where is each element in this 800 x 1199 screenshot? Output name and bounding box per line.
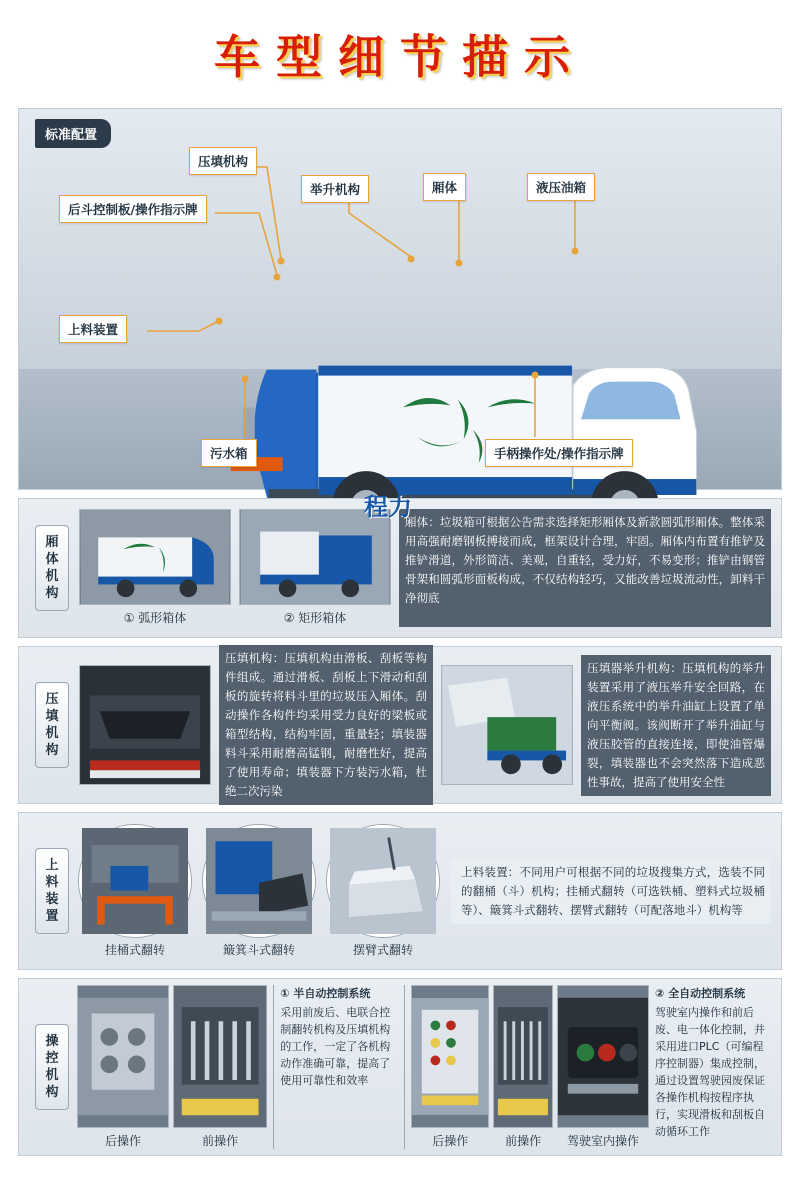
callout-compaction-mechanism: 压填机构 (189, 147, 257, 175)
photo-scoop-lift-wrap (203, 825, 315, 958)
text-full-auto: 驾驶室内操作和前后废、电一体化控制，并采用进口PLC（可编程序控制器）集成控制，通过设置驾驶园废保证各操作机构按程序执行，实现滑板和刮板自动循环工作 (655, 1006, 765, 1138)
text-semi-auto: 采用前废后、电联合控制翻转机构及压填机构的工作，一定了各机构动作准确可靠，提高了使用可靠性和效率 (280, 1006, 391, 1087)
text-compaction-right: 压填器举升机构：压填机构的举升装置采用了液压举升安全回路，在液压系统中的举升油缸上设置了单向平衡阀。该阀断开了举升油缸与液压胶管的直接连接，即使油管爆裂，填装器也不会突然落下造成恶性事故，提高了使用安全性 (581, 655, 771, 796)
caption-swing-arm: 摆臂式翻转 (352, 942, 413, 957)
standard-config-badge: 标准配置 (35, 119, 111, 148)
section-label-compaction: 压填机构 (35, 682, 69, 768)
photo-full-front-op (493, 985, 553, 1128)
photo-swing-arm-wrap (327, 825, 439, 958)
caption-bin-lift: 挂桶式翻转 (104, 942, 165, 957)
photo-bin-lift (79, 825, 191, 937)
caption-scoop-lift: 簸箕斗式翻转 (222, 942, 295, 957)
caption-full-front-op: 前操作 (505, 1134, 542, 1148)
caption-rect-body: ② 矩形箱体 (283, 611, 347, 625)
section-compaction (18, 646, 782, 804)
callout-box-body: 厢体 (423, 173, 466, 201)
truck-brand-text: 程力 (364, 493, 412, 521)
page-title: 车型细节描示 (214, 30, 586, 84)
page-title-bar (0, 0, 800, 108)
section-control (18, 978, 782, 1156)
callout-lifting-mechanism: 举升机构 (301, 175, 369, 203)
section-label-box-body: 厢体机构 (35, 525, 69, 611)
caption-full-rear-op: 后操作 (432, 1134, 469, 1148)
caption-cab-op: 驾驶室内操作 (566, 1134, 639, 1148)
photo-swing-arm (327, 825, 439, 937)
callout-handle-operation: 手柄操作处/操作指示牌 (485, 439, 633, 467)
photo-scoop-lift (203, 825, 315, 937)
control-full-auto-text-wrap (655, 985, 773, 1149)
heading-semi-auto: ① 半自动控制系统 (280, 987, 371, 1000)
control-semi-auto-text-wrap (280, 985, 398, 1149)
text-loading-device: 上料装置：不同用户可根据不同的垃圾搜集方式，选装不同的翻桶（斗）机构；挂桶式翻转（可选铁桶、塑料式垃圾桶等）、簸箕斗式翻转、摆臂式翻转（可配落地斗）机构等 (451, 859, 771, 924)
photo-rect-body (239, 509, 391, 605)
section-label-control: 操控机构 (35, 1024, 69, 1110)
callout-sewage-tank: 污水箱 (201, 439, 257, 467)
photo-cab-op (557, 985, 649, 1128)
photo-compaction-interior (79, 665, 211, 785)
control-full-auto (404, 985, 649, 1149)
photo-arc-body-wrap (79, 509, 231, 627)
photo-semi-rear-op (77, 985, 169, 1128)
control-semi-auto (77, 985, 274, 1149)
caption-semi-rear-op: 后操作 (104, 1134, 141, 1148)
text-box-body: 厢体：垃圾箱可根据公告需求选择矩形厢体及新款圆弧形厢体。整体采用高强耐磨钢板搏接而成，框架设计合理，牢固。厢体内布置有推铲及推铲滑道，外形简洁、美观，自重轻，受力好，不易变形；推铲由钢管骨架和圆弧形面板构成，不仅结构轻巧，又能改善垃圾流动性，卸料干净彻底 (399, 509, 771, 627)
photo-arc-body (79, 509, 231, 605)
callout-hydraulic-tank: 液压油箱 (527, 173, 595, 201)
callout-leader-lines (19, 109, 781, 489)
photo-rect-body-wrap (239, 509, 391, 627)
caption-arc-body: ① 弧形箱体 (123, 611, 187, 625)
heading-full-auto: ② 全自动控制系统 (655, 987, 746, 1000)
section-loading-device (18, 812, 782, 970)
photo-full-rear-op (411, 985, 489, 1128)
text-compaction-left: 压填机构：压填机构由滑板、刮板等构件组成。通过滑板、刮板上下滑动和刮板的旋转将料斗里的垃圾压入厢体。刮动操作各构件均采用受力良好的梁板或箱型结构，结构牢固，重量轻；填装器料斗采用耐磨高锰钢，耐磨性好，提高了使用寿命；填装器下方装污水箱，杜绝二次污染 (219, 645, 433, 805)
section-label-loading-device: 上料装置 (35, 848, 69, 934)
photo-compaction-lift (441, 665, 573, 785)
photo-semi-front-op (173, 985, 267, 1128)
photo-bin-lift-wrap (79, 825, 191, 958)
callout-loading-device: 上料装置 (59, 315, 127, 343)
caption-semi-front-op: 前操作 (202, 1134, 239, 1148)
callout-rear-control-panel: 后斗控制板/操作指示牌 (59, 195, 207, 223)
hero-truck-diagram (18, 108, 782, 521)
